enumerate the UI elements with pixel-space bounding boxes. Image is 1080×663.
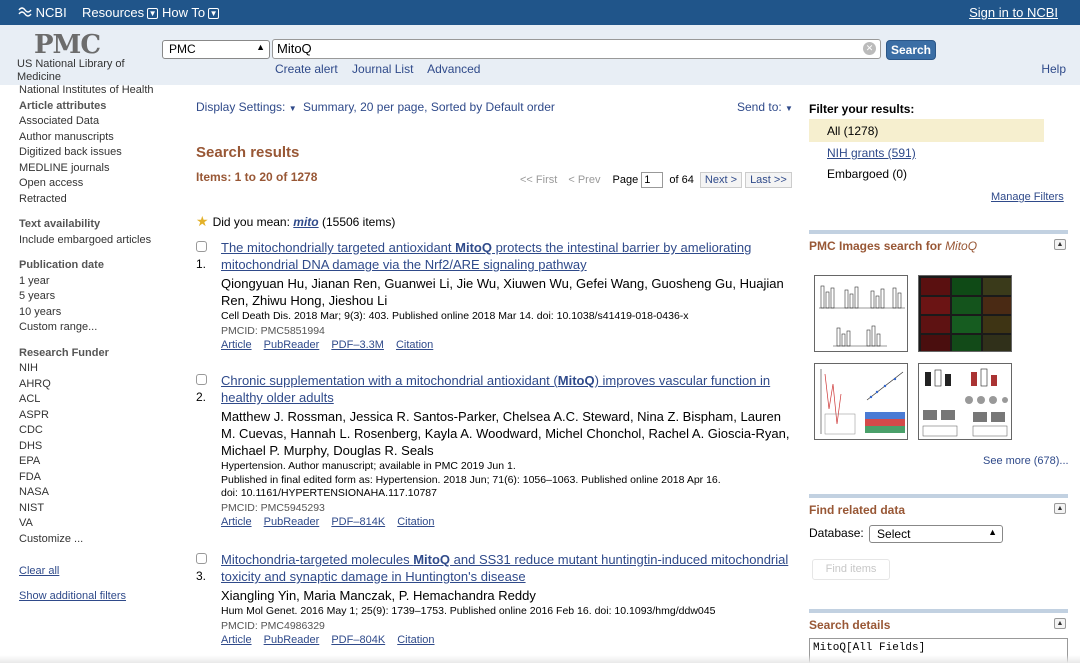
- result-checkbox[interactable]: [196, 241, 207, 252]
- sidebar-item-customize[interactable]: Customize ...: [19, 532, 84, 545]
- result-number: 2.: [196, 390, 207, 404]
- send-to-label: Send to:: [737, 100, 782, 114]
- sign-in-link[interactable]: Sign in to NCBI: [969, 5, 1058, 20]
- sidebar-section-publication-date: [19, 258, 179, 336]
- display-summary: Summary, 20 per page, Sorted by Default order: [302, 100, 555, 114]
- collapse-icon[interactable]: ▲: [1054, 618, 1066, 629]
- sidebar-item-custom-range[interactable]: Custom range...: [19, 321, 98, 333]
- last-page-button[interactable]: Last >>: [745, 172, 792, 188]
- advanced-search-link[interactable]: Advanced: [427, 62, 481, 76]
- title-part: Chronic supplementation with a mitochondrial antioxidant (: [221, 373, 558, 388]
- pubreader-link[interactable]: PubReader: [263, 515, 320, 528]
- sidebar-item-va[interactable]: VA: [19, 517, 33, 529]
- ncbi-logo[interactable]: [18, 5, 67, 20]
- items-count: Items: 1 to 20 of 1278: [196, 170, 318, 184]
- find-items-button[interactable]: Find items: [812, 559, 890, 580]
- sidebar-item-acl[interactable]: ACL: [19, 393, 41, 405]
- citation-link[interactable]: Citation: [395, 338, 434, 351]
- title-part: ) improves vascular function in healthy older adults: [221, 373, 771, 405]
- citation-link[interactable]: Citation: [397, 633, 435, 646]
- chevron-down-icon: ▼: [288, 104, 297, 113]
- result-citation: Published in final edited form as: Hypertension. 2018 Jun; 71(6): 1056–1063. Published online 2018 Apr 16.: [221, 473, 721, 486]
- search-input[interactable]: [272, 39, 881, 59]
- title-highlight: MitoQ: [557, 373, 595, 388]
- ncbi-label: NCBI: [35, 5, 67, 20]
- sidebar-section-research-funder: [19, 346, 179, 548]
- result-checkbox[interactable]: [196, 374, 207, 385]
- pdf-link[interactable]: PDF–804K: [331, 633, 386, 646]
- title-highlight: MitoQ: [413, 552, 451, 567]
- pmc-images-heading: [809, 239, 1068, 253]
- next-page-button[interactable]: Next >: [700, 172, 742, 188]
- search-query: MitoQ: [277, 41, 312, 56]
- library-name: [17, 58, 147, 84]
- result-title-link[interactable]: [221, 551, 796, 585]
- image-thumbnail[interactable]: [814, 363, 908, 440]
- title-part: Mitochondria-targeted molecules: [221, 552, 414, 567]
- title-part: and SS31 reduce mutant huntingtin-induced mitochondrial toxicity and synaptic damage in Huntington's disease: [221, 552, 789, 584]
- citation-link[interactable]: Citation: [397, 515, 435, 528]
- image-thumbnail[interactable]: [918, 363, 1012, 440]
- bar-figure-thumbnail-icon: [815, 276, 908, 352]
- pager: [520, 172, 792, 188]
- title-part: The mitochondrially targeted antioxidant: [221, 240, 456, 255]
- sidebar-item-1-year[interactable]: 1 year: [19, 274, 50, 287]
- collapse-icon[interactable]: ▲: [1054, 239, 1066, 250]
- library-line: Medicine: [17, 71, 62, 83]
- sidebar-item-aspr[interactable]: ASPR: [19, 408, 49, 421]
- search-results-title: Search results: [196, 144, 300, 161]
- sidebar-item-digitized-back-issues[interactable]: Digitized back issues: [19, 146, 122, 158]
- chevron-down-icon: ▼: [209, 9, 218, 18]
- clear-all-link[interactable]: Clear all: [19, 565, 60, 577]
- filter-all[interactable]: All (1278): [809, 119, 1044, 142]
- journal-list-link[interactable]: Journal List: [352, 62, 414, 76]
- filter-sidebar: [19, 84, 179, 604]
- title-part: protects the intestinal barrier by ameliorating mitochondrial DNA damage via the Nrf2/ARE signaling pathway: [221, 240, 752, 272]
- chevron-down-icon: ▼: [785, 104, 793, 113]
- sidebar-item-open-access[interactable]: Open access: [19, 177, 84, 189]
- result-pmcid: PMCID: PMC4986329: [221, 619, 325, 632]
- clear-search-icon[interactable]: ✕: [863, 42, 876, 55]
- pdf-link[interactable]: PDF–814K: [331, 515, 386, 528]
- search-details-textarea[interactable]: MitoQ[All Fields]: [809, 638, 1068, 663]
- chevron-down-icon: ▼: [148, 9, 157, 18]
- pubreader-link[interactable]: PubReader: [263, 633, 320, 646]
- database-label: Database:: [809, 526, 864, 541]
- sidebar-heading: Article attributes: [19, 99, 107, 112]
- sidebar-item-nih[interactable]: NIH: [19, 362, 38, 374]
- sidebar-item-associated-data[interactable]: Associated Data: [19, 115, 100, 127]
- sidebar-item-nist[interactable]: NIST: [19, 501, 45, 514]
- sidebar-item-cdc[interactable]: CDC: [19, 424, 43, 436]
- result-checkbox[interactable]: [196, 553, 207, 564]
- sidebar-item-nasa[interactable]: NASA: [19, 486, 49, 498]
- resources-menu[interactable]: [82, 5, 158, 20]
- filter-embargoed[interactable]: Embargoed (0): [827, 167, 908, 181]
- manage-filters-link[interactable]: Manage Filters: [991, 191, 1064, 203]
- display-settings-label: Display Settings:: [196, 100, 286, 114]
- sidebar-item-author-manuscripts[interactable]: Author manuscripts: [19, 130, 114, 143]
- title-highlight: MitoQ: [455, 240, 492, 255]
- sidebar-item-retracted[interactable]: Retracted: [19, 192, 67, 205]
- image-thumbnail[interactable]: [918, 275, 1012, 352]
- result-authors: Qiongyuan Hu, Jianan Ren, Guanwei Li, Jie Wu, Xiuwen Wu, Gefei Wang, Guosheng Gu, Huajian Ren, Zhiwu Hong, Jieshou Li: [221, 276, 784, 308]
- did-you-mean: [196, 213, 395, 230]
- sidebar-item-include-embargoed[interactable]: Include embargoed articles: [19, 233, 152, 246]
- pubreader-link[interactable]: PubReader: [263, 338, 320, 351]
- suggestion-count: (15506 items): [321, 215, 396, 229]
- page-of-label: of 64: [669, 174, 694, 186]
- howto-label: How To: [162, 5, 206, 20]
- result-title-link[interactable]: [221, 239, 796, 273]
- star-icon: ★: [196, 213, 209, 229]
- nih-line: National Institutes of Health: [19, 84, 154, 96]
- result-citation: doi: 10.1161/HYPERTENSIONAHA.117.10787: [221, 487, 437, 499]
- image-thumbnail[interactable]: [814, 275, 908, 352]
- pmc-logo[interactable]: PMC: [34, 30, 101, 60]
- show-additional-filters-link[interactable]: Show additional filters: [19, 589, 127, 602]
- sidebar-item-fda[interactable]: FDA: [19, 470, 41, 483]
- related-database-row: [809, 525, 1003, 543]
- filter-nih-grants[interactable]: NIH grants (591): [827, 146, 916, 160]
- images-heading-text: PMC Images search for: [809, 239, 946, 253]
- sidebar-item-epa[interactable]: EPA: [19, 455, 41, 467]
- select-arrows-icon: ▲: [256, 42, 265, 52]
- did-you-mean-label: Did you mean:: [212, 215, 290, 229]
- article-link[interactable]: Article: [221, 515, 252, 528]
- boxplot-thumbnail-icon: [919, 364, 1012, 440]
- sidebar-item-ahrq[interactable]: AHRQ: [19, 377, 51, 390]
- library-line: US National Library of: [17, 58, 125, 70]
- select-arrows-icon: ▲: [988, 527, 998, 537]
- search-details-heading: Search details: [809, 618, 891, 632]
- find-related-heading: Find related data: [809, 503, 906, 517]
- database-value: PMC: [169, 42, 196, 56]
- filter-results-heading: Filter your results:: [809, 102, 915, 116]
- result-citation: Hypertension. Author manuscript; available in PMC 2019 Jun 1.: [221, 460, 516, 472]
- ncbi-swirl-icon: [18, 6, 32, 18]
- microscopy-thumbnail-icon: [919, 276, 1012, 352]
- related-database-select[interactable]: [869, 525, 1003, 543]
- result-number: 3.: [196, 569, 207, 583]
- search-header: [0, 25, 1080, 85]
- sidebar-heading: Text availability: [19, 218, 101, 230]
- result-links: [221, 338, 796, 352]
- result-pmcid: PMCID: PMC5851994: [221, 324, 325, 337]
- ncbi-topbar: [0, 0, 1080, 25]
- search-sublinks: [275, 62, 491, 76]
- collapse-icon[interactable]: ▲: [1054, 503, 1066, 514]
- page-label: Page: [612, 174, 639, 186]
- sidebar-item-5-years[interactable]: 5 years: [19, 290, 56, 302]
- result-authors: Xiangling Yin, Maria Manczak, P. Hemachandra Reddy: [221, 588, 536, 603]
- pdf-link[interactable]: PDF–3.3M: [331, 338, 384, 351]
- display-settings[interactable]: [196, 100, 555, 114]
- images-query: MitoQ: [945, 239, 978, 253]
- howto-menu[interactable]: [162, 5, 219, 20]
- scatter-figure-thumbnail-icon: [815, 364, 908, 440]
- suggestion-link[interactable]: mito: [293, 215, 319, 229]
- sidebar-heading: Publication date: [19, 259, 104, 271]
- create-alert-link[interactable]: Create alert: [275, 62, 338, 76]
- send-to-menu[interactable]: [737, 100, 793, 114]
- related-database-value: Select: [877, 527, 911, 541]
- sidebar-item-dhs[interactable]: DHS: [19, 439, 43, 452]
- prev-page-button[interactable]: < Prev: [568, 174, 601, 186]
- result-title-link[interactable]: [221, 372, 796, 406]
- bottom-shadow: [0, 655, 1080, 663]
- sidebar-item-10-years[interactable]: 10 years: [19, 305, 62, 318]
- result-citation: Hum Mol Genet. 2016 May 1; 25(9): 1739–1753. Published online 2016 Feb 16. doi: 10.1093/hmg/ddw045: [221, 605, 716, 617]
- resources-label: Resources: [82, 5, 145, 20]
- result-pmcid: PMCID: PMC5945293: [221, 501, 325, 514]
- sidebar-section-text-availability: [19, 217, 179, 248]
- sidebar-item-medline-journals[interactable]: MEDLINE journals: [19, 161, 110, 174]
- first-page-button[interactable]: << First: [520, 174, 558, 186]
- search-button[interactable]: Search: [886, 40, 936, 60]
- result-links: [221, 515, 796, 529]
- result-citation: Cell Death Dis. 2018 Mar; 9(3): 403. Published online 2018 Mar 14. doi: 10.1038/s41419-018-0436-x: [221, 310, 689, 322]
- result-number: 1.: [196, 257, 207, 271]
- sidebar-heading: Research Funder: [19, 346, 109, 359]
- database-select[interactable]: [162, 40, 270, 59]
- page-number-input[interactable]: [641, 172, 663, 188]
- help-link[interactable]: Help: [1041, 62, 1066, 76]
- sidebar-section-article-attributes: [19, 99, 179, 208]
- article-link[interactable]: Article: [221, 633, 252, 646]
- result-links: [221, 633, 796, 647]
- result-authors: Matthew J. Rossman, Jessica R. Santos-Parker, Chelsea A.C. Steward, Nina Z. Bispham, Lauren M. Cuevas, Hannah L. Rosenberg, Kayla A. Woodward, Michel Chonchol, Rachel A. Gioscia-Ryan, Michael P. Murphy, Douglas R. Seals: [221, 409, 790, 458]
- article-link[interactable]: Article: [221, 338, 252, 351]
- see-more-images-link[interactable]: See more (678)...: [983, 455, 1069, 467]
